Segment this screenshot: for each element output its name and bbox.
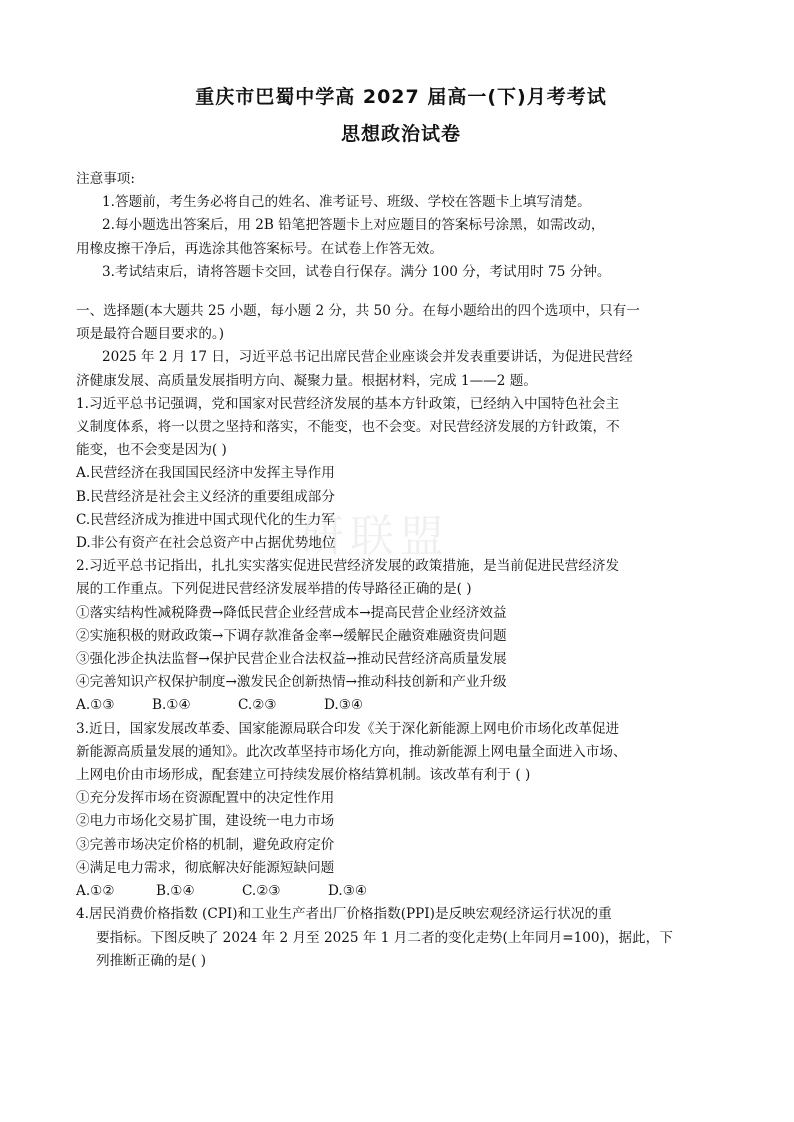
spacer: [76, 284, 726, 300]
question-3-statement: ①充分发挥市场在资源配置中的决定性作用: [76, 790, 335, 807]
choice-c: C.②③: [242, 883, 281, 900]
question-2-statement: ①落实结构性减税降费→降低民营企业经营成本→提高民营企业经济效益: [76, 604, 507, 621]
question-2-stem: 展的工作重点。下列促进民营经济发展举措的传导路径正确的是( ): [76, 581, 472, 598]
choice-b: B.①④: [152, 697, 191, 714]
question-3-stem: 新能源高质量发展的通知》。此次改革坚持市场化方向，推动新能源上网电量全面进入市场、: [76, 743, 627, 760]
question-1-stem: 义制度体系，将一以贯之坚持和落实，不能变，也不会变。对民营经济发展的方针政策，不: [76, 419, 620, 436]
question-3-statement: ②电力市场化交易扩围，建设统一电力市场: [76, 813, 335, 830]
exam-subtitle: 思想政治试卷: [340, 123, 461, 145]
choice-a: A.①③: [76, 697, 115, 714]
question-1-stem: 能变，也不会变是因为( ): [76, 442, 227, 459]
question-1-option-b: B.民营经济是社会主义经济的重要组成部分: [76, 488, 335, 505]
question-2-stem: 2.习近平总书记指出，扎扎实实落实促进民营经济发展的政策措施，是当前促进民营经济发: [76, 558, 620, 575]
section-heading: 一、选择题(本大题共 25 小题，每小题 2 分，共 50 分。在每小题给出的四个选项中，只有一: [76, 303, 640, 320]
material-intro: 2025 年 2 月 17 日，习近平总书记出席民营企业座谈会并发表重要讲话，为促进民营经: [102, 349, 633, 366]
choice-c: C.②③: [238, 697, 277, 714]
watermark: 研联盟: [300, 511, 450, 562]
question-3-stem: 上网电价由市场形成，配套建立可持续发展价格结算机制。该改革有利于 ( ): [76, 767, 531, 784]
question-4-stem: 列推断正确的是( ): [96, 952, 207, 969]
question-1-option-d: D.非公有资产在社会总资产中占据优势地位: [76, 535, 336, 552]
question-2-choices: [76, 694, 726, 717]
question-1-option-a: A.民营经济在我国国民经济中发挥主导作用: [76, 465, 335, 482]
question-4-stem: 要指标。下图反映了 2024 年 2 月至 2025 年 1 月二者的变化走势(上年同月=100)，据此，下: [96, 929, 673, 946]
question-4-stem: 4.居民消费价格指数 (CPI)和工业生产者出厂价格指数(PPI)是反映宏观经济运行状况的重: [76, 906, 612, 923]
notice-heading: 注意事项:: [76, 171, 135, 187]
question-3-stem: 3.近日，国家发展改革委、国家能源局联合印发《关于深化新能源上网电价市场化改革促进: [76, 720, 620, 737]
notice-item: 3.考试结束后，请将答题卡交回，试卷自行保存。满分 100 分，考试用时 75 分钟。: [102, 263, 611, 280]
question-2-statement: ②实施积极的财政政策→下调存款准备金率→缓解民企融资难融资贵问题: [76, 627, 507, 644]
question-1-stem: 1.习近平总书记强调，党和国家对民营经济发展的基本方针政策，已经纳入中国特色社会主: [76, 395, 620, 412]
section-heading: 项是最符合题目要求的。): [76, 326, 225, 343]
notice-item: 2.每小题选出答案后，用 2B 铅笔把答题卡上对应题目的答案标号涂黑，如需改动，: [102, 217, 605, 234]
question-3-statement: ④满足电力需求，彻底解决好能源短缺问题: [76, 859, 335, 876]
exam-title: 重庆市巴蜀中学高 2027 届高一(下)月考考试: [195, 86, 607, 108]
material-intro: 济健康发展、高质量发展指明方向、凝聚力量。根据材料，完成 1——2 题。: [76, 372, 537, 389]
choice-d: D.③④: [328, 883, 368, 900]
question-3-choices: [76, 880, 726, 903]
choice-a: A.①②: [76, 883, 115, 900]
choice-b: B.①④: [156, 883, 195, 900]
notice-item-continued: 用橡皮擦干净后，再选涂其他答案标号。在试卷上作答无效。: [76, 240, 444, 257]
choice-d: D.③④: [324, 697, 364, 714]
question-3-statement: ③完善市场决定价格的机制，避免政府定价: [76, 836, 335, 853]
question-2-statement: ④完善知识产权保护制度→激发民企创新热情→推动科技创新和产业升级: [76, 674, 507, 691]
exam-body: [76, 168, 726, 973]
question-2-statement: ③强化涉企执法监督→保护民营企业合法权益→推动民营经济高质量发展: [76, 651, 507, 668]
notice-item: 1.答题前，考生务必将自己的姓名、准考证号、班级、学校在答题卡上填写清楚。: [102, 194, 591, 211]
question-1-option-c: C.民营经济成为推进中国式现代化的生力军: [76, 511, 335, 528]
